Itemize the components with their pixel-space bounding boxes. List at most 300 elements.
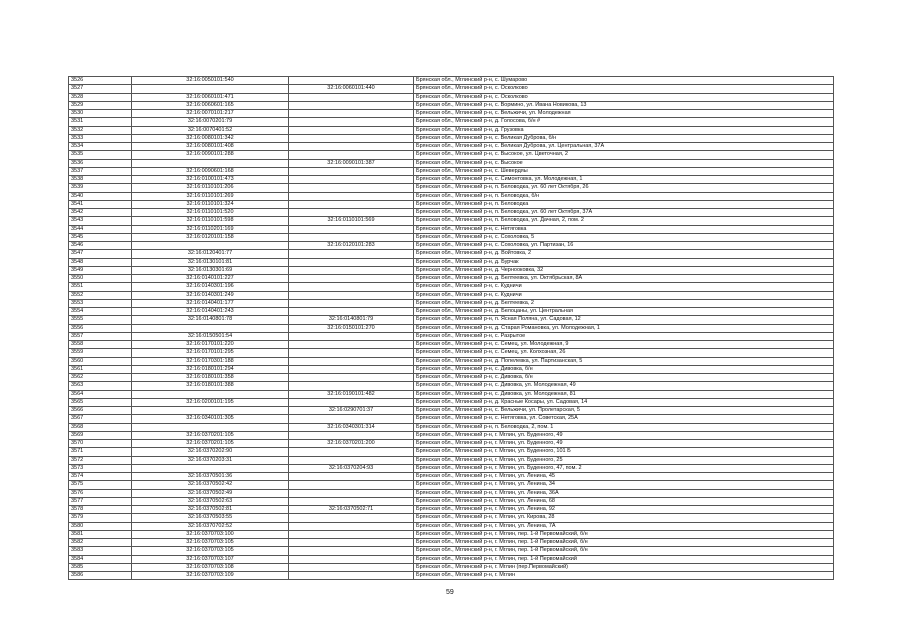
related-cadastral-number-cell [289, 275, 414, 283]
cadastral-number-cell: 32:16:0090101:288 [132, 151, 289, 159]
table-row [69, 398, 834, 406]
table-row [69, 101, 834, 109]
row-number-cell: 3545 [69, 233, 132, 241]
related-cadastral-number-cell [289, 398, 414, 406]
related-cadastral-number-cell: 32:16:0340301:314 [289, 423, 414, 431]
table-row [69, 365, 834, 373]
related-cadastral-number-cell: 32:16:0140801:79 [289, 316, 414, 324]
address-cell: Брянская обл., Мглинский р-н, г. Мглин, ул. Буденного, 25 [414, 456, 834, 464]
related-cadastral-number-cell: 32:16:0190101:482 [289, 390, 414, 398]
related-cadastral-number-cell: 32:16:0370502:71 [289, 506, 414, 514]
related-cadastral-number-cell: 32:16:0090101:387 [289, 159, 414, 167]
cadastral-number-cell: 32:16:0080101:408 [132, 143, 289, 151]
cadastral-number-cell: 32:16:0370203:31 [132, 456, 289, 464]
address-cell: Брянская обл., Мглинский р-н, г. Мглин, пер. 1-й Первомайский, б/н [414, 530, 834, 538]
cadastral-number-cell: 32:16:0060101:471 [132, 93, 289, 101]
cadastral-number-cell: 32:16:0170101:295 [132, 349, 289, 357]
cadastral-number-cell: 32:16:0370503:55 [132, 514, 289, 522]
cadastral-number-cell: 32:16:0370201:105 [132, 431, 289, 439]
related-cadastral-number-cell [289, 250, 414, 258]
address-cell: Брянская обл., Мглинский р-н, с. Симонтовка, ул. Молодежная, 1 [414, 176, 834, 184]
table-row [69, 522, 834, 530]
cadastral-number-cell: 32:16:0070201:79 [132, 118, 289, 126]
cadastral-number-cell: 32:16:0070401:52 [132, 126, 289, 134]
cadastral-number-cell [132, 390, 289, 398]
table-row [69, 233, 834, 241]
address-cell: Брянская обл., Мглинский р-н, с. Шумарово [414, 77, 834, 85]
address-cell: Брянская обл., Мглинский р-н, с. Высокое, ул. Цветочная, 2 [414, 151, 834, 159]
related-cadastral-number-cell [289, 415, 414, 423]
address-cell: Брянская обл., Мглинский р-н, г. Мглин, пер. 1-й Первомайский, б/н [414, 539, 834, 547]
row-number-cell: 3541 [69, 200, 132, 208]
related-cadastral-number-cell [289, 357, 414, 365]
row-number-cell: 3535 [69, 151, 132, 159]
address-cell: Брянская обл., Мглинский р-н, г. Мглин, ул. Ленина, 34 [414, 481, 834, 489]
address-cell: Брянская обл., Мглинский р-н, с. Дивовка, ул. Молодежная, 49 [414, 382, 834, 390]
row-number-cell: 3542 [69, 209, 132, 217]
related-cadastral-number-cell [289, 539, 414, 547]
cadastral-number-cell: 32:16:0180101:358 [132, 374, 289, 382]
cadastral-number-cell: 32:16:0370703:100 [132, 530, 289, 538]
table-row [69, 159, 834, 167]
address-cell: Брянская обл., Мглинский р-н, с. Кудничи [414, 283, 834, 291]
cadastral-number-cell: 32:16:0140401:177 [132, 299, 289, 307]
row-number-cell: 3538 [69, 176, 132, 184]
row-number-cell: 3553 [69, 299, 132, 307]
cadastral-number-cell [132, 423, 289, 431]
related-cadastral-number-cell [289, 93, 414, 101]
row-number-cell: 3569 [69, 431, 132, 439]
table-row [69, 539, 834, 547]
table-row [69, 275, 834, 283]
table-row [69, 572, 834, 580]
table-row [69, 266, 834, 274]
related-cadastral-number-cell [289, 308, 414, 316]
address-cell: Брянская обл., Мглинский р-н, п. Беловодка, б/н [414, 192, 834, 200]
related-cadastral-number-cell: 32:16:0150101:270 [289, 324, 414, 332]
cadastral-number-cell: 32:16:0140301:249 [132, 291, 289, 299]
address-cell: Брянская обл., Мглинский р-н, г. Мглин, ул. Ленина, 36А [414, 489, 834, 497]
table-row [69, 291, 834, 299]
row-number-cell: 3528 [69, 93, 132, 101]
related-cadastral-number-cell [289, 283, 414, 291]
table-row [69, 225, 834, 233]
row-number-cell: 3564 [69, 390, 132, 398]
related-cadastral-number-cell [289, 448, 414, 456]
address-cell: Брянская обл., Мглинский р-н, с. Вельжичи, ул. Молодежная [414, 110, 834, 118]
table-row [69, 332, 834, 340]
table-row [69, 250, 834, 258]
address-cell: Брянская обл., Мглинский р-н, г. Мглин [414, 572, 834, 580]
cadastral-number-cell: 32:16:0150501:54 [132, 332, 289, 340]
related-cadastral-number-cell [289, 200, 414, 208]
table-row [69, 506, 834, 514]
address-cell: Брянская обл., Мглинский р-н, с. Нетяговка [414, 225, 834, 233]
address-cell: Брянская обл., Мглинский р-н, с. Кудничи [414, 291, 834, 299]
related-cadastral-number-cell [289, 332, 414, 340]
related-cadastral-number-cell [289, 547, 414, 555]
cadastral-number-cell: 32:16:0130101:81 [132, 258, 289, 266]
table-row [69, 77, 834, 85]
table-row [69, 316, 834, 324]
row-number-cell: 3533 [69, 134, 132, 142]
cadastral-number-cell [132, 464, 289, 472]
related-cadastral-number-cell [289, 497, 414, 505]
address-cell: Брянская обл., Мглинский р-н, с. Разрытое [414, 332, 834, 340]
cadastral-number-cell: 32:16:0140801:78 [132, 316, 289, 324]
table-row [69, 473, 834, 481]
address-cell: Брянская обл., Мглинский р-н, п. Беловодка, ул. 60 лет Октября, 37А [414, 209, 834, 217]
table-row [69, 258, 834, 266]
cadastral-number-cell: 32:16:0370703:105 [132, 547, 289, 555]
cadastral-number-cell [132, 159, 289, 167]
row-number-cell: 3579 [69, 514, 132, 522]
cadastral-number-cell: 32:16:0100101:473 [132, 176, 289, 184]
related-cadastral-number-cell [289, 341, 414, 349]
address-cell: Брянская обл., Мглинский р-н, г. Мглин, ул. Буденного, 47, пом. 2 [414, 464, 834, 472]
table-row [69, 308, 834, 316]
related-cadastral-number-cell [289, 431, 414, 439]
row-number-cell: 3567 [69, 415, 132, 423]
page-number: 59 [446, 589, 454, 596]
row-number-cell: 3532 [69, 126, 132, 134]
related-cadastral-number-cell [289, 374, 414, 382]
related-cadastral-number-cell [289, 143, 414, 151]
address-cell: Брянская обл., Мглинский р-н, с. Семец, ул. Колхозная, 26 [414, 349, 834, 357]
row-number-cell: 3527 [69, 85, 132, 93]
table-row [69, 200, 834, 208]
address-cell: Брянская обл., Мглинский р-н, г. Мглин, пер. 1-й Первомайский [414, 555, 834, 563]
row-number-cell: 3548 [69, 258, 132, 266]
table-row [69, 547, 834, 555]
related-cadastral-number-cell [289, 456, 414, 464]
cadastral-number-cell: 32:16:0090601:168 [132, 167, 289, 175]
row-number-cell: 3544 [69, 225, 132, 233]
table-row [69, 324, 834, 332]
table-row [69, 456, 834, 464]
row-number-cell: 3565 [69, 398, 132, 406]
row-number-cell: 3526 [69, 77, 132, 85]
related-cadastral-number-cell: 32:16:0370201:200 [289, 440, 414, 448]
row-number-cell: 3540 [69, 192, 132, 200]
row-number-cell: 3572 [69, 456, 132, 464]
row-number-cell: 3529 [69, 101, 132, 109]
address-cell: Брянская обл., Мглинский р-н, с. Дивовка, ул. Молодежная, 81 [414, 390, 834, 398]
row-number-cell: 3571 [69, 448, 132, 456]
row-number-cell: 3574 [69, 473, 132, 481]
row-number-cell: 3559 [69, 349, 132, 357]
address-cell: Брянская обл., Мглинский р-н, д. Голосова, б/н # [414, 118, 834, 126]
related-cadastral-number-cell [289, 514, 414, 522]
cadastral-number-cell: 32:16:0370703:109 [132, 572, 289, 580]
row-number-cell: 3551 [69, 283, 132, 291]
cadastral-number-cell: 32:16:0180101:294 [132, 365, 289, 373]
address-cell: Брянская обл., Мглинский р-н, с. Великая Дуброва, ул. Центральная, 37А [414, 143, 834, 151]
table-row [69, 242, 834, 250]
row-number-cell: 3576 [69, 489, 132, 497]
row-number-cell: 3537 [69, 167, 132, 175]
related-cadastral-number-cell [289, 225, 414, 233]
table-row [69, 431, 834, 439]
row-number-cell: 3557 [69, 332, 132, 340]
address-cell: Брянская обл., Мглинский р-н, г. Мглин, ул. Ленина, 92 [414, 506, 834, 514]
row-number-cell: 3566 [69, 407, 132, 415]
cadastral-number-cell: 32:16:0140301:196 [132, 283, 289, 291]
cadastral-number-cell: 32:16:0050101:540 [132, 77, 289, 85]
address-cell: Брянская обл., Мглинский р-н, д. Войтовка, 2 [414, 250, 834, 258]
table-row [69, 423, 834, 431]
address-cell: Брянская обл., Мглинский р-н, с. Осколково [414, 93, 834, 101]
address-cell: Брянская обл., Мглинский р-н, п. Ясная Поляна, ул. Садовая, 12 [414, 316, 834, 324]
related-cadastral-number-cell [289, 530, 414, 538]
address-cell: Брянская обл., Мглинский р-н, д. Попелевка, ул. Партизанская, 5 [414, 357, 834, 365]
table-row [69, 464, 834, 472]
cadastral-number-cell [132, 407, 289, 415]
related-cadastral-number-cell [289, 473, 414, 481]
table-row [69, 563, 834, 571]
table-row [69, 415, 834, 423]
address-cell: Брянская обл., Мглинский р-н, д. Грузовка [414, 126, 834, 134]
related-cadastral-number-cell [289, 258, 414, 266]
cadastral-number-cell: 32:16:0370502:81 [132, 506, 289, 514]
row-number-cell: 3568 [69, 423, 132, 431]
table-row [69, 390, 834, 398]
table-row [69, 407, 834, 415]
related-cadastral-number-cell [289, 563, 414, 571]
row-number-cell: 3586 [69, 572, 132, 580]
related-cadastral-number-cell [289, 572, 414, 580]
address-cell: Брянская обл., Мглинский р-н, с. Великая Дуброва, б/н [414, 134, 834, 142]
address-cell: Брянская обл., Мглинский р-н, д. Бурчак [414, 258, 834, 266]
address-cell: Брянская обл., Мглинский р-н, с. Дивовка, б/н [414, 374, 834, 382]
row-number-cell: 3563 [69, 382, 132, 390]
table-row [69, 217, 834, 225]
address-cell: Брянская обл., Мглинский р-н, с. Дивовка, б/н [414, 365, 834, 373]
row-number-cell: 3549 [69, 266, 132, 274]
related-cadastral-number-cell [289, 489, 414, 497]
address-cell: Брянская обл., Мглинский р-н, г. Мглин, ул. Ленина, 68 [414, 497, 834, 505]
row-number-cell: 3558 [69, 341, 132, 349]
row-number-cell: 3556 [69, 324, 132, 332]
related-cadastral-number-cell [289, 126, 414, 134]
address-cell: Брянская обл., Мглинский р-н, п. Беловодка, ул. 60 лет Октября, 26 [414, 184, 834, 192]
address-cell: Брянская обл., Мглинский р-н, с. Нетяговка, ул. Советская, 25А [414, 415, 834, 423]
address-cell: Брянская обл., Мглинский р-н, д. Старая Романовка, ул. Молодежная, 1 [414, 324, 834, 332]
cadastral-number-cell: 32:16:0370502:49 [132, 489, 289, 497]
table-row [69, 382, 834, 390]
address-cell: Брянская обл., Мглинский р-н, с. Высокое [414, 159, 834, 167]
related-cadastral-number-cell [289, 555, 414, 563]
related-cadastral-number-cell [289, 134, 414, 142]
cadastral-number-cell: 32:16:0140101:227 [132, 275, 289, 283]
cadastral-number-cell: 32:16:0370502:42 [132, 481, 289, 489]
row-number-cell: 3550 [69, 275, 132, 283]
cadastral-number-cell: 32:16:0370703:105 [132, 539, 289, 547]
cadastral-number-cell [132, 242, 289, 250]
table-row [69, 481, 834, 489]
table-row [69, 497, 834, 505]
table-row [69, 283, 834, 291]
cadastral-number-cell: 32:16:0130301:69 [132, 266, 289, 274]
row-number-cell: 3555 [69, 316, 132, 324]
cadastral-number-cell: 32:16:0170301:188 [132, 357, 289, 365]
related-cadastral-number-cell [289, 291, 414, 299]
table-row [69, 184, 834, 192]
row-number-cell: 3584 [69, 555, 132, 563]
related-cadastral-number-cell [289, 349, 414, 357]
row-number-cell: 3583 [69, 547, 132, 555]
related-cadastral-number-cell: 32:16:0110101:569 [289, 217, 414, 225]
row-number-cell: 3546 [69, 242, 132, 250]
related-cadastral-number-cell [289, 184, 414, 192]
address-cell: Брянская обл., Мглинский р-н, д. Чернооковка, 32 [414, 266, 834, 274]
cadastral-number-cell: 32:16:0170101:220 [132, 341, 289, 349]
address-cell: Брянская обл., Мглинский р-н, г. Мглин, ул. Буденного, 101 Б [414, 448, 834, 456]
table-row [69, 192, 834, 200]
related-cadastral-number-cell [289, 192, 414, 200]
table-row [69, 143, 834, 151]
table-row [69, 448, 834, 456]
cadastral-number-cell: 32:16:0370202:90 [132, 448, 289, 456]
table-row [69, 176, 834, 184]
address-cell: Брянская обл., Мглинский р-н, с. Сохоловка, ул. Партизан, 16 [414, 242, 834, 250]
row-number-cell: 3575 [69, 481, 132, 489]
related-cadastral-number-cell [289, 77, 414, 85]
address-cell: Брянская обл., Мглинский р-н, д. Белтеевка, 2 [414, 299, 834, 307]
cadastral-number-cell: 32:16:0070101:217 [132, 110, 289, 118]
cadastral-number-cell: 32:16:0370702:52 [132, 522, 289, 530]
address-cell: Брянская обл., Мглинский р-н, п. Беловодка [414, 200, 834, 208]
row-number-cell: 3562 [69, 374, 132, 382]
address-cell: Брянская обл., Мглинский р-н, с. Сохоловка, 5 [414, 233, 834, 241]
address-cell: Брянская обл., Мглинский р-н, п. Беловодка, ул. Дачная, 2, пом. 2 [414, 217, 834, 225]
cadastral-number-cell: 32:16:0370703:108 [132, 563, 289, 571]
address-cell: Брянская обл., Мглинский р-н, д. Красные Косары, ул. Садовая, 14 [414, 398, 834, 406]
related-cadastral-number-cell [289, 233, 414, 241]
related-cadastral-number-cell [289, 101, 414, 109]
table-row [69, 209, 834, 217]
table-row [69, 489, 834, 497]
cadastral-number-cell: 32:16:0110201:169 [132, 225, 289, 233]
registry-table-body [69, 77, 834, 580]
table-row [69, 93, 834, 101]
related-cadastral-number-cell: 32:16:0290701:37 [289, 407, 414, 415]
table-row [69, 299, 834, 307]
table-row [69, 374, 834, 382]
related-cadastral-number-cell [289, 481, 414, 489]
table-row [69, 357, 834, 365]
row-number-cell: 3573 [69, 464, 132, 472]
address-cell: Брянская обл., Мглинский р-н, г. Мглин, ул. Ленина, 45 [414, 473, 834, 481]
row-number-cell: 3578 [69, 506, 132, 514]
table-row [69, 118, 834, 126]
row-number-cell: 3530 [69, 110, 132, 118]
row-number-cell: 3539 [69, 184, 132, 192]
cadastral-number-cell: 32:16:0110101:206 [132, 184, 289, 192]
address-cell: Брянская обл., Мглинский р-н, с. Вормино, ул. Ивана Новикова, 13 [414, 101, 834, 109]
address-cell: Брянская обл., Мглинский р-н, с. Шевердяы [414, 167, 834, 175]
cadastral-number-cell: 32:16:0110101:520 [132, 209, 289, 217]
address-cell: Брянская обл., Мглинский р-н, п. Беловодка, 2, пом. 1 [414, 423, 834, 431]
related-cadastral-number-cell [289, 266, 414, 274]
table-row [69, 349, 834, 357]
related-cadastral-number-cell [289, 110, 414, 118]
row-number-cell: 3580 [69, 522, 132, 530]
cadastral-number-cell: 32:16:0180101:388 [132, 382, 289, 390]
cadastral-number-cell: 32:16:0370201:105 [132, 440, 289, 448]
cadastral-number-cell: 32:16:0140401:243 [132, 308, 289, 316]
related-cadastral-number-cell [289, 151, 414, 159]
address-cell: Брянская обл., Мглинский р-н, д. Белтеевка, ул. Октябрьская, 8А [414, 275, 834, 283]
address-cell: Брянская обл., Мглинский р-н, г. Мглин, пер. 1-й Первомайский, б/н [414, 547, 834, 555]
row-number-cell: 3552 [69, 291, 132, 299]
address-cell: Брянская обл., Мглинский р-н, г. Мглин, ул. Ленина, 7А [414, 522, 834, 530]
related-cadastral-number-cell [289, 365, 414, 373]
cadastral-number-cell: 32:16:0110101:598 [132, 217, 289, 225]
row-number-cell: 3547 [69, 250, 132, 258]
table-row [69, 85, 834, 93]
row-number-cell: 3577 [69, 497, 132, 505]
table-row [69, 134, 834, 142]
row-number-cell: 3570 [69, 440, 132, 448]
address-cell: Брянская обл., Мглинский р-н, с. Осколково [414, 85, 834, 93]
table-row [69, 440, 834, 448]
address-cell: Брянская обл., Мглинский р-н, с. Семец, ул. Молодежная, 9 [414, 341, 834, 349]
related-cadastral-number-cell [289, 522, 414, 530]
cadastral-number-cell: 32:16:0370703:107 [132, 555, 289, 563]
related-cadastral-number-cell [289, 167, 414, 175]
row-number-cell: 3560 [69, 357, 132, 365]
row-number-cell: 3531 [69, 118, 132, 126]
related-cadastral-number-cell [289, 209, 414, 217]
table-row [69, 167, 834, 175]
row-number-cell: 3543 [69, 217, 132, 225]
table-row [69, 514, 834, 522]
cadastral-number-cell: 32:16:0340101:305 [132, 415, 289, 423]
cadastral-number-cell: 32:16:0060601:165 [132, 101, 289, 109]
table-row [69, 555, 834, 563]
cadastral-number-cell: 32:16:0200101:195 [132, 398, 289, 406]
row-number-cell: 3536 [69, 159, 132, 167]
related-cadastral-number-cell [289, 118, 414, 126]
row-number-cell: 3534 [69, 143, 132, 151]
table-row [69, 151, 834, 159]
related-cadastral-number-cell [289, 382, 414, 390]
table-row [69, 530, 834, 538]
cadastral-number-cell: 32:16:0110101:324 [132, 200, 289, 208]
cadastral-number-cell: 32:16:0120101:158 [132, 233, 289, 241]
related-cadastral-number-cell: 32:16:0370204:93 [289, 464, 414, 472]
cadastral-number-cell: 32:16:0110101:269 [132, 192, 289, 200]
address-cell: Брянская обл., Мглинский р-н, г. Мглин, ул. Буденного, 49 [414, 440, 834, 448]
related-cadastral-number-cell [289, 176, 414, 184]
related-cadastral-number-cell [289, 299, 414, 307]
registry-table [68, 76, 834, 580]
row-number-cell: 3554 [69, 308, 132, 316]
related-cadastral-number-cell: 32:16:0120101:283 [289, 242, 414, 250]
cadastral-number-cell: 32:16:0370501:36 [132, 473, 289, 481]
row-number-cell: 3582 [69, 539, 132, 547]
address-cell: Брянская обл., Мглинский р-н, г. Мглин, ул. Буденного, 49 [414, 431, 834, 439]
cadastral-number-cell: 32:16:0370502:63 [132, 497, 289, 505]
table-row [69, 341, 834, 349]
cadastral-number-cell [132, 85, 289, 93]
cadastral-number-cell: 32:16:0120401:77 [132, 250, 289, 258]
table-row [69, 110, 834, 118]
address-cell: Брянская обл., Мглинский р-н, с. Вельжичи, ул. Пролетарская, 5 [414, 407, 834, 415]
related-cadastral-number-cell: 32:16:0060101:440 [289, 85, 414, 93]
row-number-cell: 3561 [69, 365, 132, 373]
